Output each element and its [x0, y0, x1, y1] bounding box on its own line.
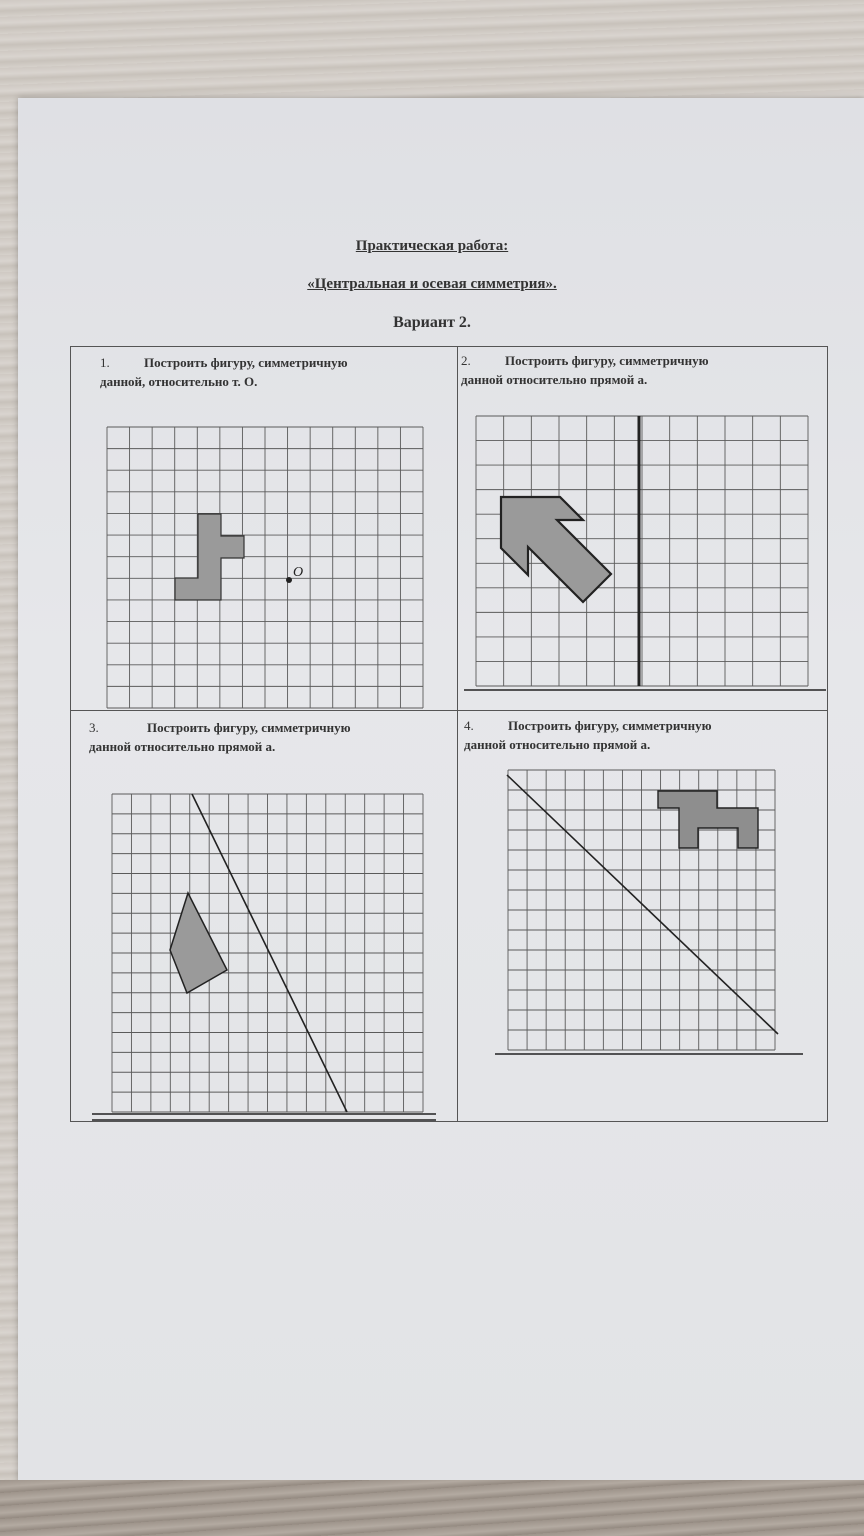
task-4-text: 4. Построить фигуру, симметричную данной относительно прямой а.	[464, 718, 712, 752]
task-3-grid	[112, 794, 423, 1112]
task-2-text: 2. Построить фигуру, симметричную данной относительно прямой а.	[461, 353, 709, 387]
task-1-point-label: O	[293, 565, 304, 580]
worksheet-subtitle: «Центральная и осевая симметрия».	[307, 276, 557, 292]
worksheet-title: Практическая работа:	[355, 238, 509, 254]
task-3-text: 3. Построить фигуру, симметричную данной относительно прямой а.	[89, 720, 351, 754]
task-1-grid	[107, 427, 423, 708]
variant-label: Вариант 2.	[393, 314, 471, 331]
task-4-shape	[658, 791, 758, 848]
task-3-quad-shape	[170, 893, 227, 993]
task-2-arrow-shape	[501, 497, 611, 602]
task-1-text: 1. Построить фигуру, симметричную данной, относительно т. О.	[100, 355, 348, 389]
task-1-center-point	[286, 577, 292, 583]
